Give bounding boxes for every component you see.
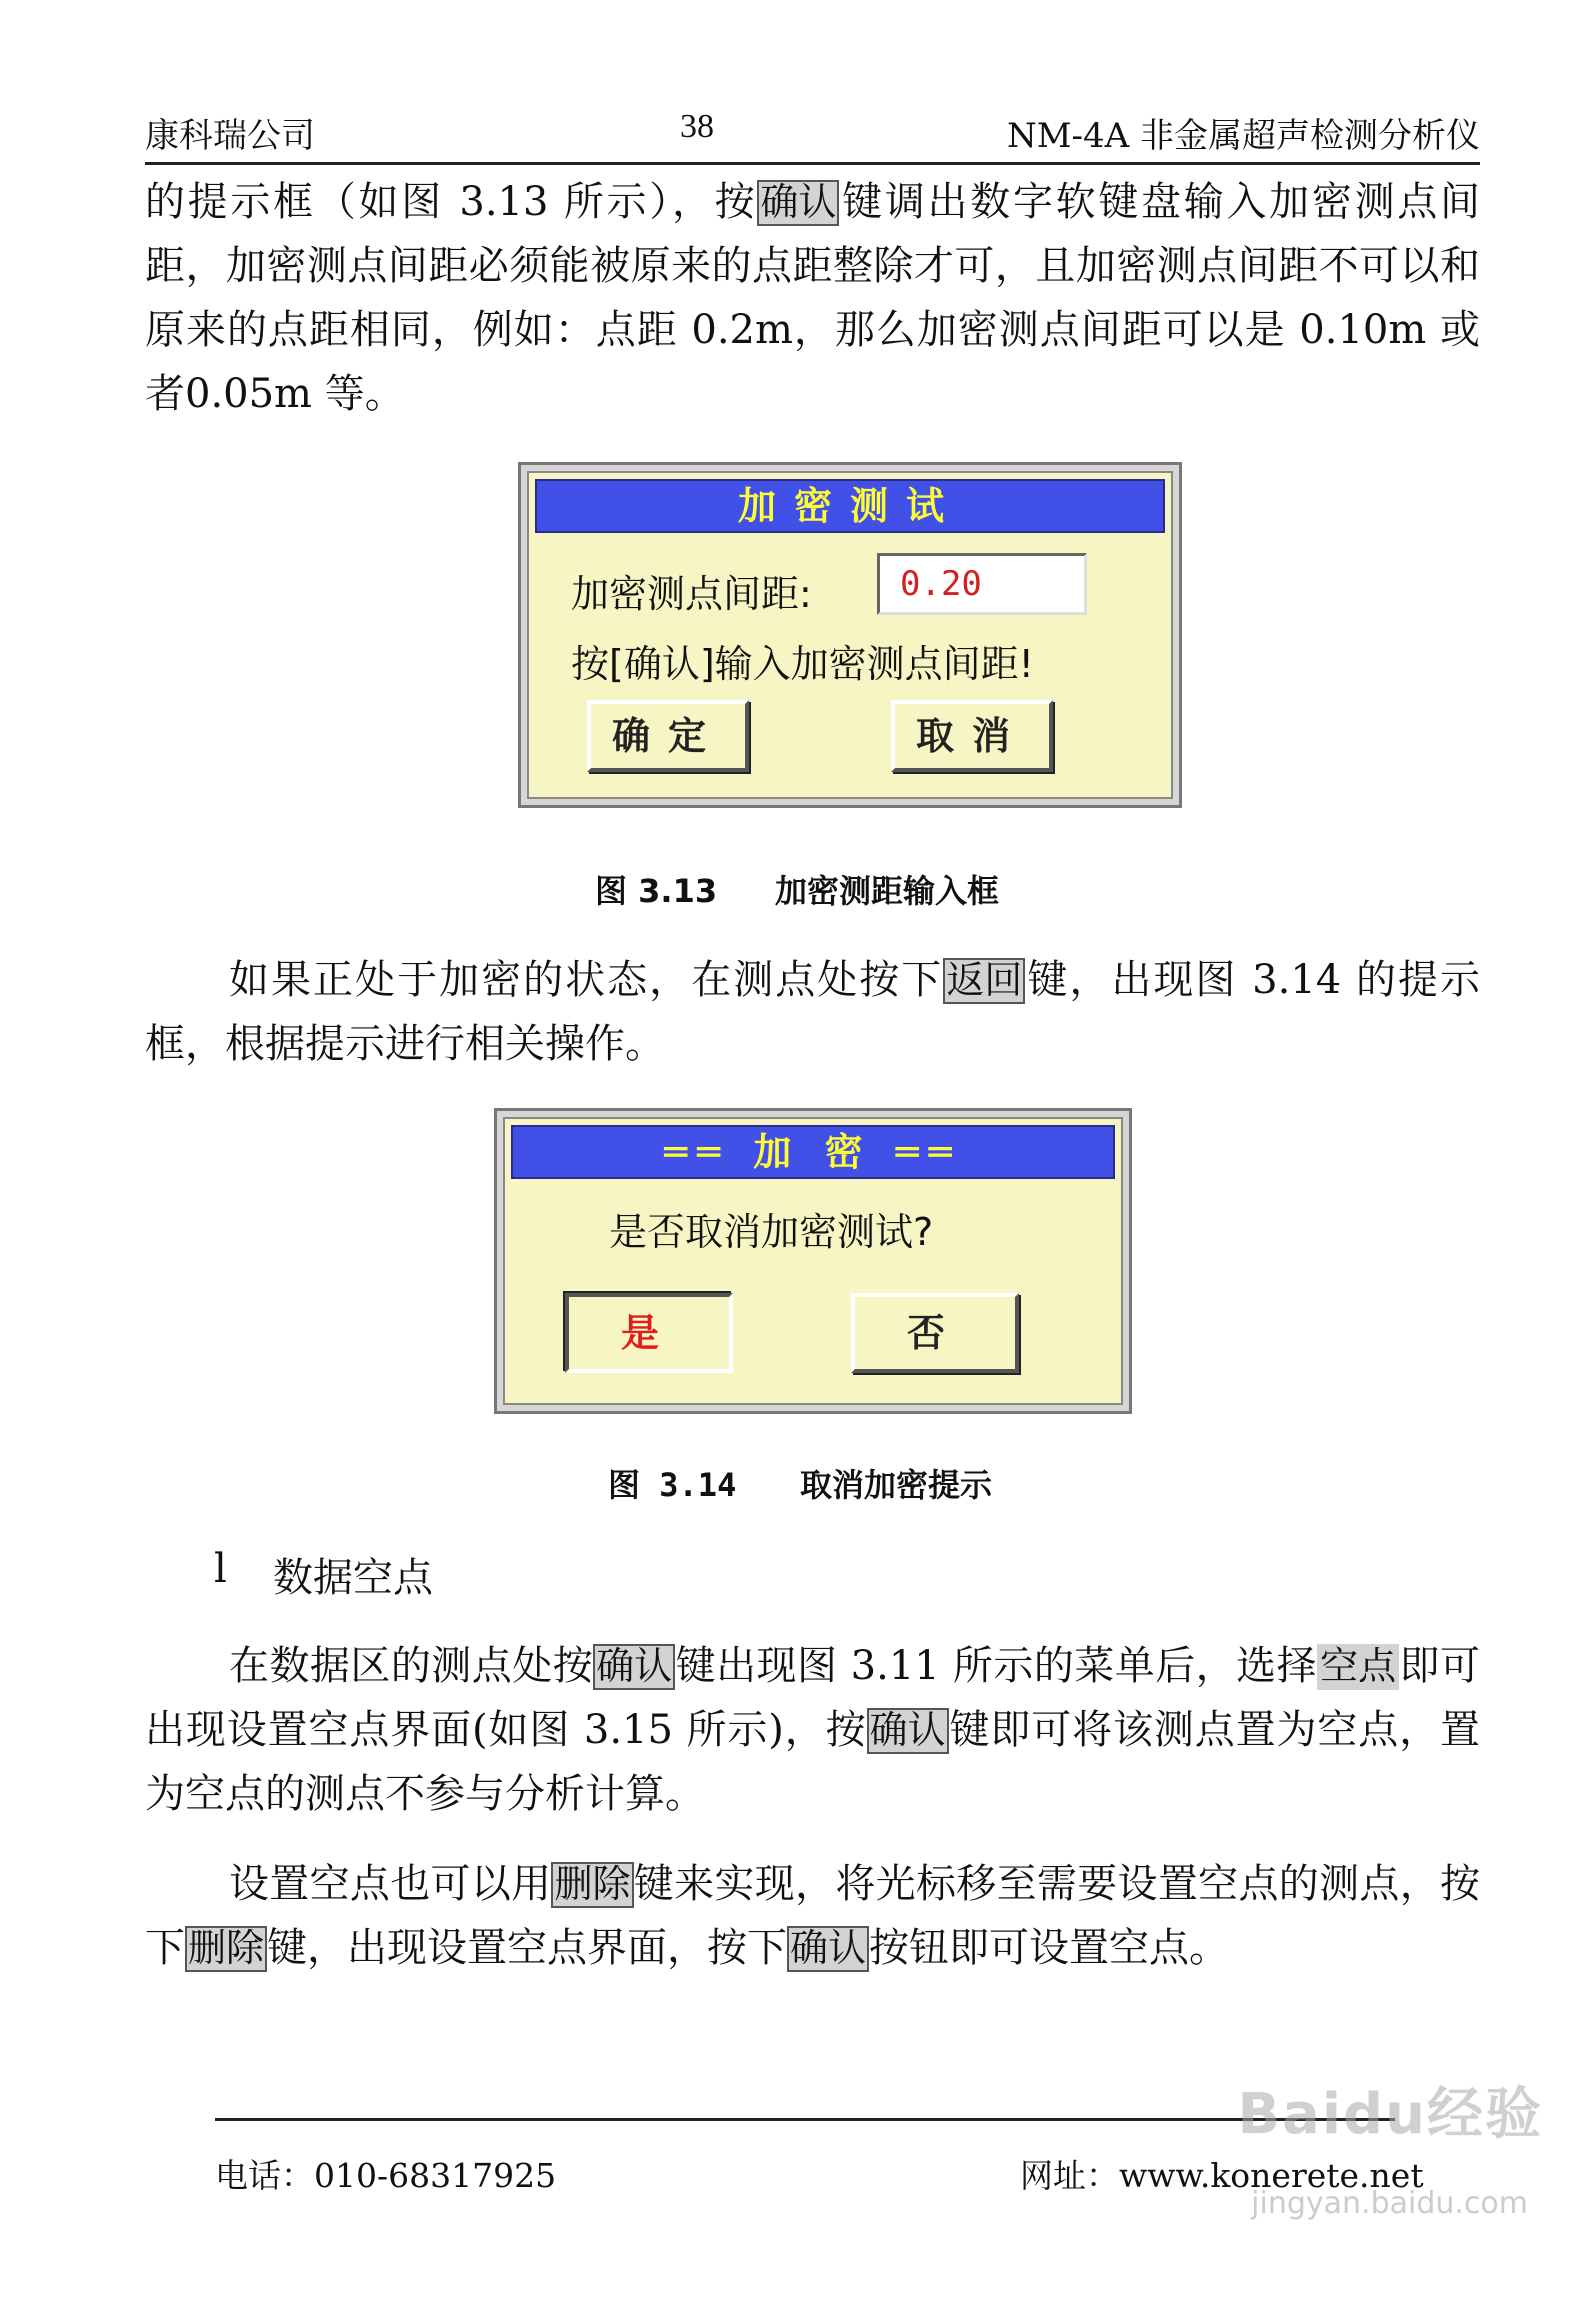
- spacing-input[interactable]: 0.20: [877, 553, 1087, 615]
- para3-text-a: 在数据区的测点处按: [229, 1643, 594, 1689]
- header-product: NM-4A 非金属超声检测分析仪: [1006, 116, 1480, 156]
- ok-button[interactable]: 确定: [587, 700, 749, 772]
- cancel-question: 是否取消加密测试?: [609, 1210, 934, 1254]
- figure-3-13-number: 图 3.13: [595, 872, 718, 910]
- no-button[interactable]: 否: [851, 1293, 1019, 1373]
- figure-3-14-caption: 取消加密提示: [800, 1466, 993, 1504]
- para2-text-b: 键，出现图 3.14 的提示框，根据提示进行相关操作。: [145, 957, 1480, 1067]
- key-confirm: 确认: [593, 1644, 675, 1690]
- figure-3-14-number: 图 3.14: [608, 1466, 737, 1504]
- para3-text-b: 键出现图 3.11 所示的菜单后，选择: [675, 1643, 1318, 1689]
- key-confirm: 确认: [787, 1926, 869, 1972]
- yes-button[interactable]: 是: [565, 1293, 733, 1373]
- para4-text-c: 键，出现设置空点界面，按下: [267, 1925, 788, 1971]
- key-empty-point: 空点: [1317, 1644, 1399, 1690]
- key-delete: 删除: [185, 1926, 267, 1972]
- paragraph-2: [145, 948, 1480, 1076]
- key-return: 返回: [943, 958, 1025, 1004]
- paragraph-4: [145, 1852, 1480, 1980]
- baidu-watermark-logo: Baidu经验: [1237, 2082, 1543, 2147]
- encrypt-test-dialog: [518, 462, 1182, 808]
- para4-text-a: 设置空点也可以用: [229, 1861, 552, 1907]
- dialog-title: 加密测试: [535, 479, 1165, 533]
- paragraph-3: [145, 1634, 1480, 1826]
- footer-phone: 电话：010-68317925: [215, 2156, 557, 2195]
- spacing-field-label: 加密测点间距:: [571, 572, 812, 616]
- cancel-button[interactable]: 取消: [891, 700, 1053, 772]
- header-rule: [145, 162, 1480, 165]
- para3-text-c: 即可出现设置空点界面(如图 3.15 所示)，按: [145, 1643, 1481, 1753]
- para4-text-d: 按钮即可设置空点。: [869, 1925, 1230, 1971]
- para2-text-a: 如果正处于加密的状态，在测点处按下: [229, 957, 944, 1003]
- section-bullet: l: [214, 1546, 227, 1592]
- key-confirm: 确认: [867, 1708, 949, 1754]
- baidu-watermark-url: jingyan.baidu.com: [1251, 2186, 1528, 2221]
- footer-website: 网址：www.konerete.net: [1020, 2156, 1424, 2195]
- para1-text-a: 的提示框（如图 3.13 所示），按: [145, 179, 758, 225]
- cancel-encrypt-dialog: [494, 1108, 1132, 1414]
- paragraph-1: [145, 170, 1480, 426]
- para3-text-d: 键即可将该测点置为空点，置为空点的测点不参与分析计算。: [145, 1707, 1481, 1817]
- figure-3-13-caption: 加密测距输入框: [775, 872, 1000, 910]
- para1-text-b: 键调出数字软键盘输入加密测点间距，加密测点间距必须能被原来的点距整除才可，且加密测点间距不可以和原来的点距相同，例如：点距 0.2m，那么加密测点间距可以是 0.10m 或者0.05m 等。: [145, 179, 1481, 417]
- section-title: 数据空点: [273, 1555, 433, 1601]
- key-confirm: 确认: [757, 180, 839, 226]
- para4-text-b: 键来实现，将光标移至需要设置空点的测点，按下: [145, 1861, 1481, 1971]
- footer-rule: [215, 2118, 1395, 2121]
- header-page-number: 38: [680, 108, 714, 145]
- key-delete: 删除: [551, 1862, 633, 1908]
- dialog-hint: 按[确认]输入加密测点间距!: [571, 642, 1034, 686]
- header-company: 康科瑞公司: [145, 116, 315, 156]
- dialog2-title: ══ 加 密 ══: [511, 1125, 1115, 1179]
